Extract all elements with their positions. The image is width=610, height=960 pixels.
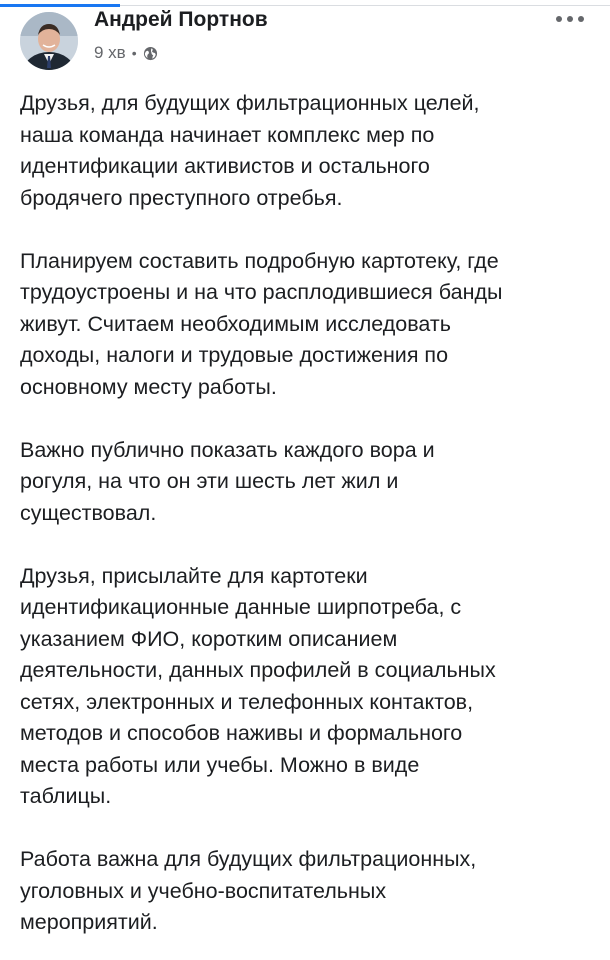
post-paragraph: Планируем составить подробную картотеку, где трудоустроены и на что расплодившиеся банды живут. Считаем необходимым исследовать доходы, налоги и трудовые достижения по основному месту работы.: [20, 248, 503, 399]
post-header: [20, 6, 590, 68]
dot-icon: [567, 16, 573, 22]
post-time[interactable]: 9 хв: [94, 43, 126, 62]
dot-icon: [556, 16, 562, 22]
post-meta: [94, 43, 158, 63]
globe-icon[interactable]: [143, 46, 158, 61]
more-options-icon[interactable]: [556, 12, 584, 26]
dot-icon: [578, 16, 584, 22]
post-paragraph: Важно публично показать каждого вора и рогуля, на что он эти шесть лет жил и существовал.: [20, 437, 435, 525]
post-paragraph: Работа важна для будущих фильтрационных, уголовных и учебно-воспитательных мероприятий.: [20, 847, 477, 934]
avatar[interactable]: [20, 12, 78, 70]
post-paragraph: Друзья, присылайте для картотеки идентификационные данные ширпотреба, с указанием ФИО, коротким описанием деятельности, данных профилей в социальных сетях, электронных и телефонных контактов, методов и способов наживы и формального места работы или учебы. Можно в виде таблицы.: [20, 563, 496, 808]
post-paragraph: Друзья, для будущих фильтрационных целей, наша команда начинает комплекс мер по идентификации активистов и остального бродячего преступного отребья.: [20, 91, 480, 210]
avatar-photo: [20, 12, 78, 70]
post-body: [20, 88, 600, 939]
author-name[interactable]: Андрей Портнов: [94, 8, 268, 31]
meta-separator: •: [131, 45, 137, 61]
